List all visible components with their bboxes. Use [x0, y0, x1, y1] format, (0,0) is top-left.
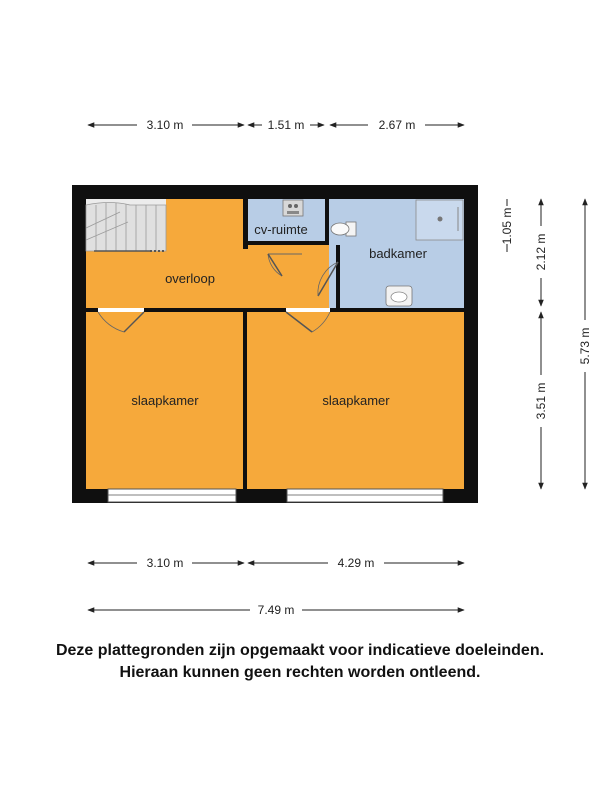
wall-cv-bath — [325, 199, 329, 245]
dim-right-3: 3.51 m — [534, 382, 548, 420]
dim-right-total: 5.73 m — [578, 327, 592, 365]
wall-cv-bottom — [245, 241, 329, 245]
dim-bottom-total: 7.49 m — [257, 603, 295, 617]
label-bedroom-left: slaapkamer — [131, 393, 199, 408]
toilet-icon — [331, 222, 356, 236]
bottom-dimensions — [88, 556, 464, 617]
dim-top-3: 2.67 m — [378, 118, 416, 132]
disclaimer-line-1: Deze plattegronden zijn opgemaakt voor indicatieve doeleinden. — [55, 642, 545, 659]
sink-icon — [386, 286, 412, 306]
disclaimer-line-2: Hieraan kunnen geen rechten worden ontleend. — [119, 664, 481, 681]
label-cv-room: cv-ruimte — [254, 222, 308, 237]
dim-right-1: 1.05 m — [500, 207, 514, 245]
label-landing: overloop — [165, 271, 215, 286]
shower-icon — [416, 200, 463, 240]
wall-bath-left — [336, 245, 340, 308]
label-bedroom-right: slaapkamer — [322, 393, 390, 408]
right-dimensions — [500, 199, 592, 489]
label-bathroom: badkamer — [369, 246, 427, 261]
window-right — [287, 489, 443, 502]
dim-bottom-2: 4.29 m — [337, 556, 375, 570]
dim-right-2: 2.12 m — [534, 233, 548, 271]
staircase-icon — [86, 199, 166, 251]
dim-top-2: 1.51 m — [267, 118, 305, 132]
top-dimensions — [88, 118, 464, 132]
dim-top-1: 3.10 m — [146, 118, 184, 132]
wall-bedrooms-middle — [243, 308, 247, 502]
window-left — [108, 489, 236, 502]
dim-bottom-1: 3.10 m — [146, 556, 184, 570]
boiler-icon — [283, 200, 303, 216]
